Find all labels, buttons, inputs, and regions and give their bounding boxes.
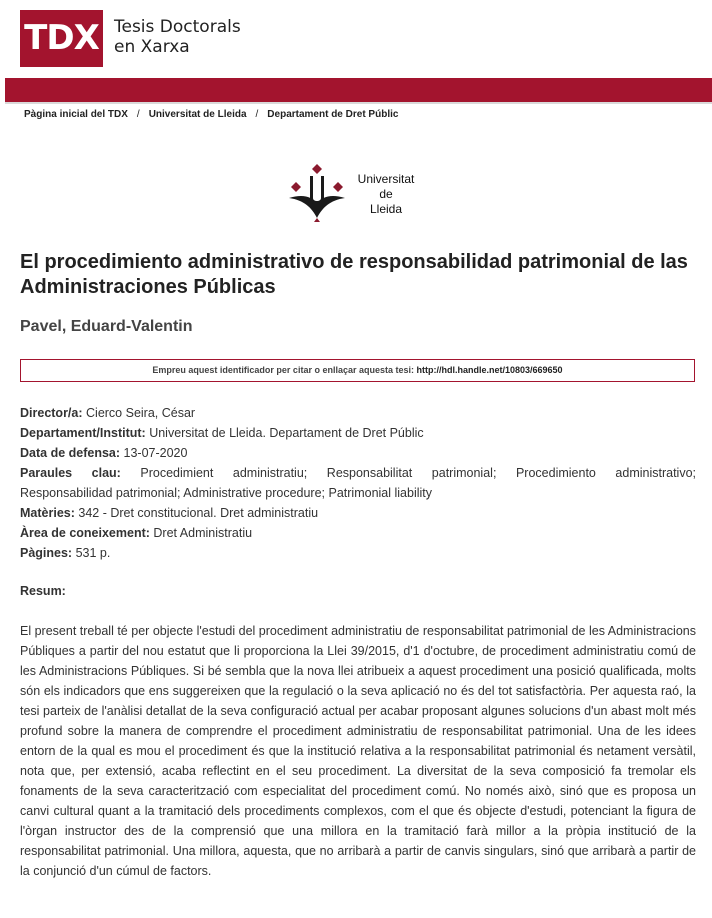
university-emblem-icon [286,160,348,224]
thesis-author[interactable]: Pavel, Eduard-Valentin [20,318,193,335]
area-value[interactable]: Dret Administratiu [153,526,253,540]
pages-label: Pàgines: [20,546,73,560]
director-label: Director/a: [20,406,83,420]
tdx-logo[interactable]: TDX [20,10,103,67]
university-logo [286,160,426,224]
metadata-keywords [20,463,696,503]
defense-date-label: Data de defensa: [20,446,121,460]
metadata-department [20,423,696,443]
university-name-line2: de [379,187,393,201]
site-name[interactable] [114,17,241,57]
header-shadow [5,102,712,104]
keywords-label: Paraules clau: [20,466,121,480]
abstract-text: El present treball té per objecte l'estudi del procediment administratiu de responsabilitat patrimonial de les Administracions Públiques a partir del nou estatut que li proporciona la Llei 39/2015, d'1 d'octubre, de procediment administratiu comú de les Administracions Públiques. Si bé sembla que la nova llei atribueix a aquest procediment una posició qualificada, molts són els indicadors que ens suggereixen que la regulació o la seva aplicació no és del tot satisfactòria. Per aquesta raó, la tesi parteix de l'anàlisi detallat de la seva configuració actual per acabar proposant algunes solucions d'un abast molt més profund sobre la manera de comprendre el procediment administratiu de responsabilitat patrimonial. Una de les idees entorn de la qual es mou el procediment és que la institució relativa a la responsabilitat patrimonial és netament versàtil, nota que, per extensió, acaba reflectint en el seu procediment. La diversitat de la seva composició fa tremolar els fonaments de la seva caracterització com especialitat del procediment comú. No només això, sinó que es proposa un canvi cultural quant a la tramitació dels procediments complexos, com el que és objecte d'estudi, potenciant la figura de l'òrgan instructor des de la comprensió que una millora en la tramitació farà millor a la pròpia institució de la responsabilitat patrimonial. Una millora, aquesta, que no arribarà a partir de canvis singulars, sinó que arribarà a partir de la conjunció d'un cúmul de factors. [20,624,696,878]
keywords-value-1[interactable]: Procedimient administratiu; Responsabilitat patrimonial; Procedimiento administrativo; [140,466,696,480]
metadata-defense-date [20,443,696,463]
defense-date-value: 13-07-2020 [123,446,188,460]
department-value[interactable]: Universitat de Lleida. Departament de Dret Públic [149,426,424,440]
director-value[interactable]: Cierco Seira, César [86,406,196,420]
site-name-line2: en Xarxa [114,37,190,57]
thesis-title: El procedimiento administrativo de responsabilidad patrimonial de las Administraciones Públicas [20,251,688,298]
header-red-bar [5,78,712,102]
university-name [348,172,424,217]
site-header [0,0,712,78]
breadcrumb-department[interactable]: Departament de Dret Públic [267,109,399,120]
breadcrumb [24,109,398,120]
keywords-line1 [20,463,696,483]
breadcrumb-home[interactable]: Pàgina inicial del TDX [24,109,128,120]
metadata-pages [20,543,696,563]
keywords-value-2[interactable]: Responsabilidad patrimonial; Administrative procedure; Patrimonial liability [20,486,433,500]
abstract-heading: Resum: [20,584,66,598]
handle-identifier-box [20,359,695,382]
site-name-line1: Tesis Doctorals [114,17,241,37]
subjects-value[interactable]: 342 - Dret constitucional. Dret administratiu [78,506,319,520]
breadcrumb-university[interactable]: Universitat de Lleida [148,109,247,120]
metadata-subjects [20,503,696,523]
metadata-director [20,403,696,423]
metadata-area [20,523,696,543]
pages-value: 531 p. [75,546,111,560]
subjects-label: Matèries: [20,506,75,520]
handle-link[interactable]: http://hdl.handle.net/10803/669650 [416,365,563,375]
thesis-metadata [20,403,696,563]
breadcrumb-separator: / [136,109,140,120]
area-label: Àrea de coneixement: [20,526,150,540]
handle-label: Empreu aquest identificador per citar o enllaçar aquesta tesi: [152,365,414,375]
university-name-line1: Universitat [357,172,415,186]
department-label: Departament/Institut: [20,426,146,440]
breadcrumb-separator: / [255,109,259,120]
university-name-line3: Lleida [369,202,403,216]
